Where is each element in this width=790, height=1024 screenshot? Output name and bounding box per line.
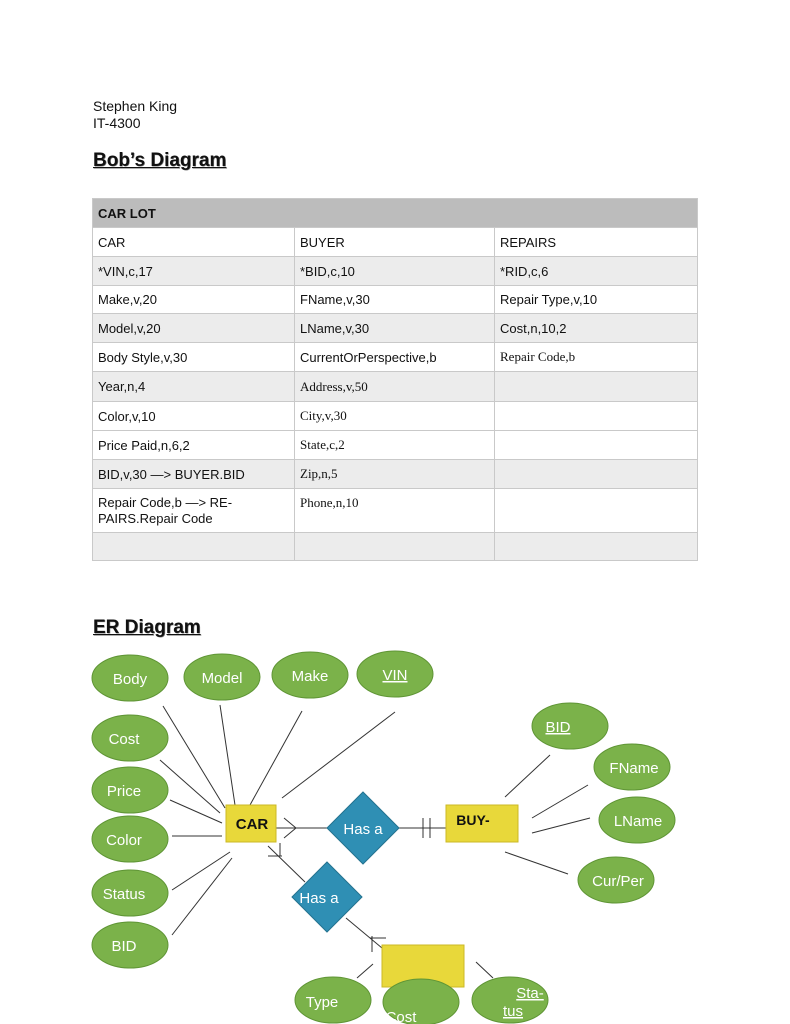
- connector-line: [170, 800, 222, 823]
- table-cell: Color,v,10: [93, 402, 295, 431]
- table-cell: Zip,n,5: [295, 460, 495, 489]
- connector-line: [357, 964, 373, 978]
- connector-line: [346, 918, 382, 948]
- connector-line: [505, 755, 550, 797]
- table-cell: Price Paid,n,6,2: [93, 431, 295, 460]
- attribute-cur-per-label: Cur/Per: [592, 873, 644, 890]
- attribute-repair-cost-label: Cost: [385, 1009, 417, 1024]
- table-cell: *BID,c,10: [295, 257, 495, 286]
- attribute-model-label: Model: [201, 670, 243, 687]
- table-cell: Cost,n,10,2: [495, 314, 698, 343]
- table-cell: BID,v,30 —> BUYER.BID: [93, 460, 295, 489]
- header-repairs: REPAIRS: [495, 228, 698, 257]
- table-cell: City,v,30: [295, 402, 495, 431]
- table-cell: FName,v,30: [295, 286, 495, 314]
- connector-line: [532, 785, 588, 818]
- crows-foot: [284, 818, 296, 828]
- table-cell: *VIN,c,17: [93, 257, 295, 286]
- connector-line: [220, 705, 235, 805]
- connector-line: [532, 818, 590, 833]
- attribute-repair-status-label-line1: Sta-: [516, 985, 544, 1002]
- connector-line: [172, 858, 232, 935]
- attribute-price-label: Price: [106, 783, 142, 800]
- table-cell: CurrentOrPerspective,b: [295, 343, 495, 372]
- attribute-make-label: Make: [291, 668, 329, 685]
- course-code: IT-4300: [93, 115, 141, 131]
- table-cell: Year,n,4: [93, 372, 295, 402]
- attribute-repair-status-label-line2: tus: [502, 1003, 524, 1020]
- connector-line: [163, 706, 225, 808]
- connector-line: [160, 760, 220, 813]
- author-name: Stephen King: [93, 98, 178, 114]
- attribute-lname-label: LName: [613, 813, 663, 830]
- attribute-vin-label: VIN: [382, 667, 408, 684]
- connector-line: [505, 852, 568, 874]
- attribute-color-label: Color: [106, 832, 142, 849]
- table-cell: Body Style,v,30: [93, 343, 295, 372]
- relationship-has-a-buyer-label: Has a: [343, 821, 383, 838]
- table-cell: Model,v,20: [93, 314, 295, 343]
- attribute-type-label: Type: [305, 994, 339, 1011]
- table-cell: State,c,2: [295, 431, 495, 460]
- table-cell: Address,v,50: [295, 372, 495, 402]
- table-title: CAR LOT: [93, 199, 698, 228]
- relationship-has-a-repairs-label: Has a: [299, 890, 339, 907]
- entity-car-label: CAR: [235, 816, 269, 833]
- er-diagram-heading: ER Diagram: [93, 617, 201, 638]
- attribute-fname-label: FName: [609, 760, 659, 777]
- header-car: CAR: [93, 228, 295, 257]
- attribute-status-label: Status: [102, 886, 146, 903]
- table-cell: *RID,c,6: [495, 257, 698, 286]
- attribute-buyer-bid-label: BID: [545, 719, 571, 736]
- table-cell: Make,v,20: [93, 286, 295, 314]
- table-cell-line: Repair Code,b —> RE-: [98, 494, 233, 510]
- crows-foot: [284, 828, 296, 838]
- connector-line: [282, 712, 395, 798]
- attribute-body-label: Body: [112, 671, 148, 688]
- connector-line: [476, 962, 493, 978]
- connector-line: [268, 846, 305, 882]
- table-cell: Repair Code,b: [495, 343, 698, 372]
- table-cell: Phone,n,10: [295, 489, 495, 533]
- header-buyer: BUYER: [295, 228, 495, 257]
- attribute-bid-label: BID: [111, 938, 137, 955]
- entity-buyer-label: BUY-: [456, 812, 490, 828]
- table-cell: LName,v,30: [295, 314, 495, 343]
- table-cell: Repair Type,v,10: [495, 286, 698, 314]
- table-cell-line: PAIRS.Repair Code: [98, 510, 213, 526]
- attribute-cost-label: Cost: [108, 731, 140, 748]
- bobs-diagram-heading: Bob’s Diagram: [93, 150, 227, 171]
- connector-line: [250, 711, 302, 805]
